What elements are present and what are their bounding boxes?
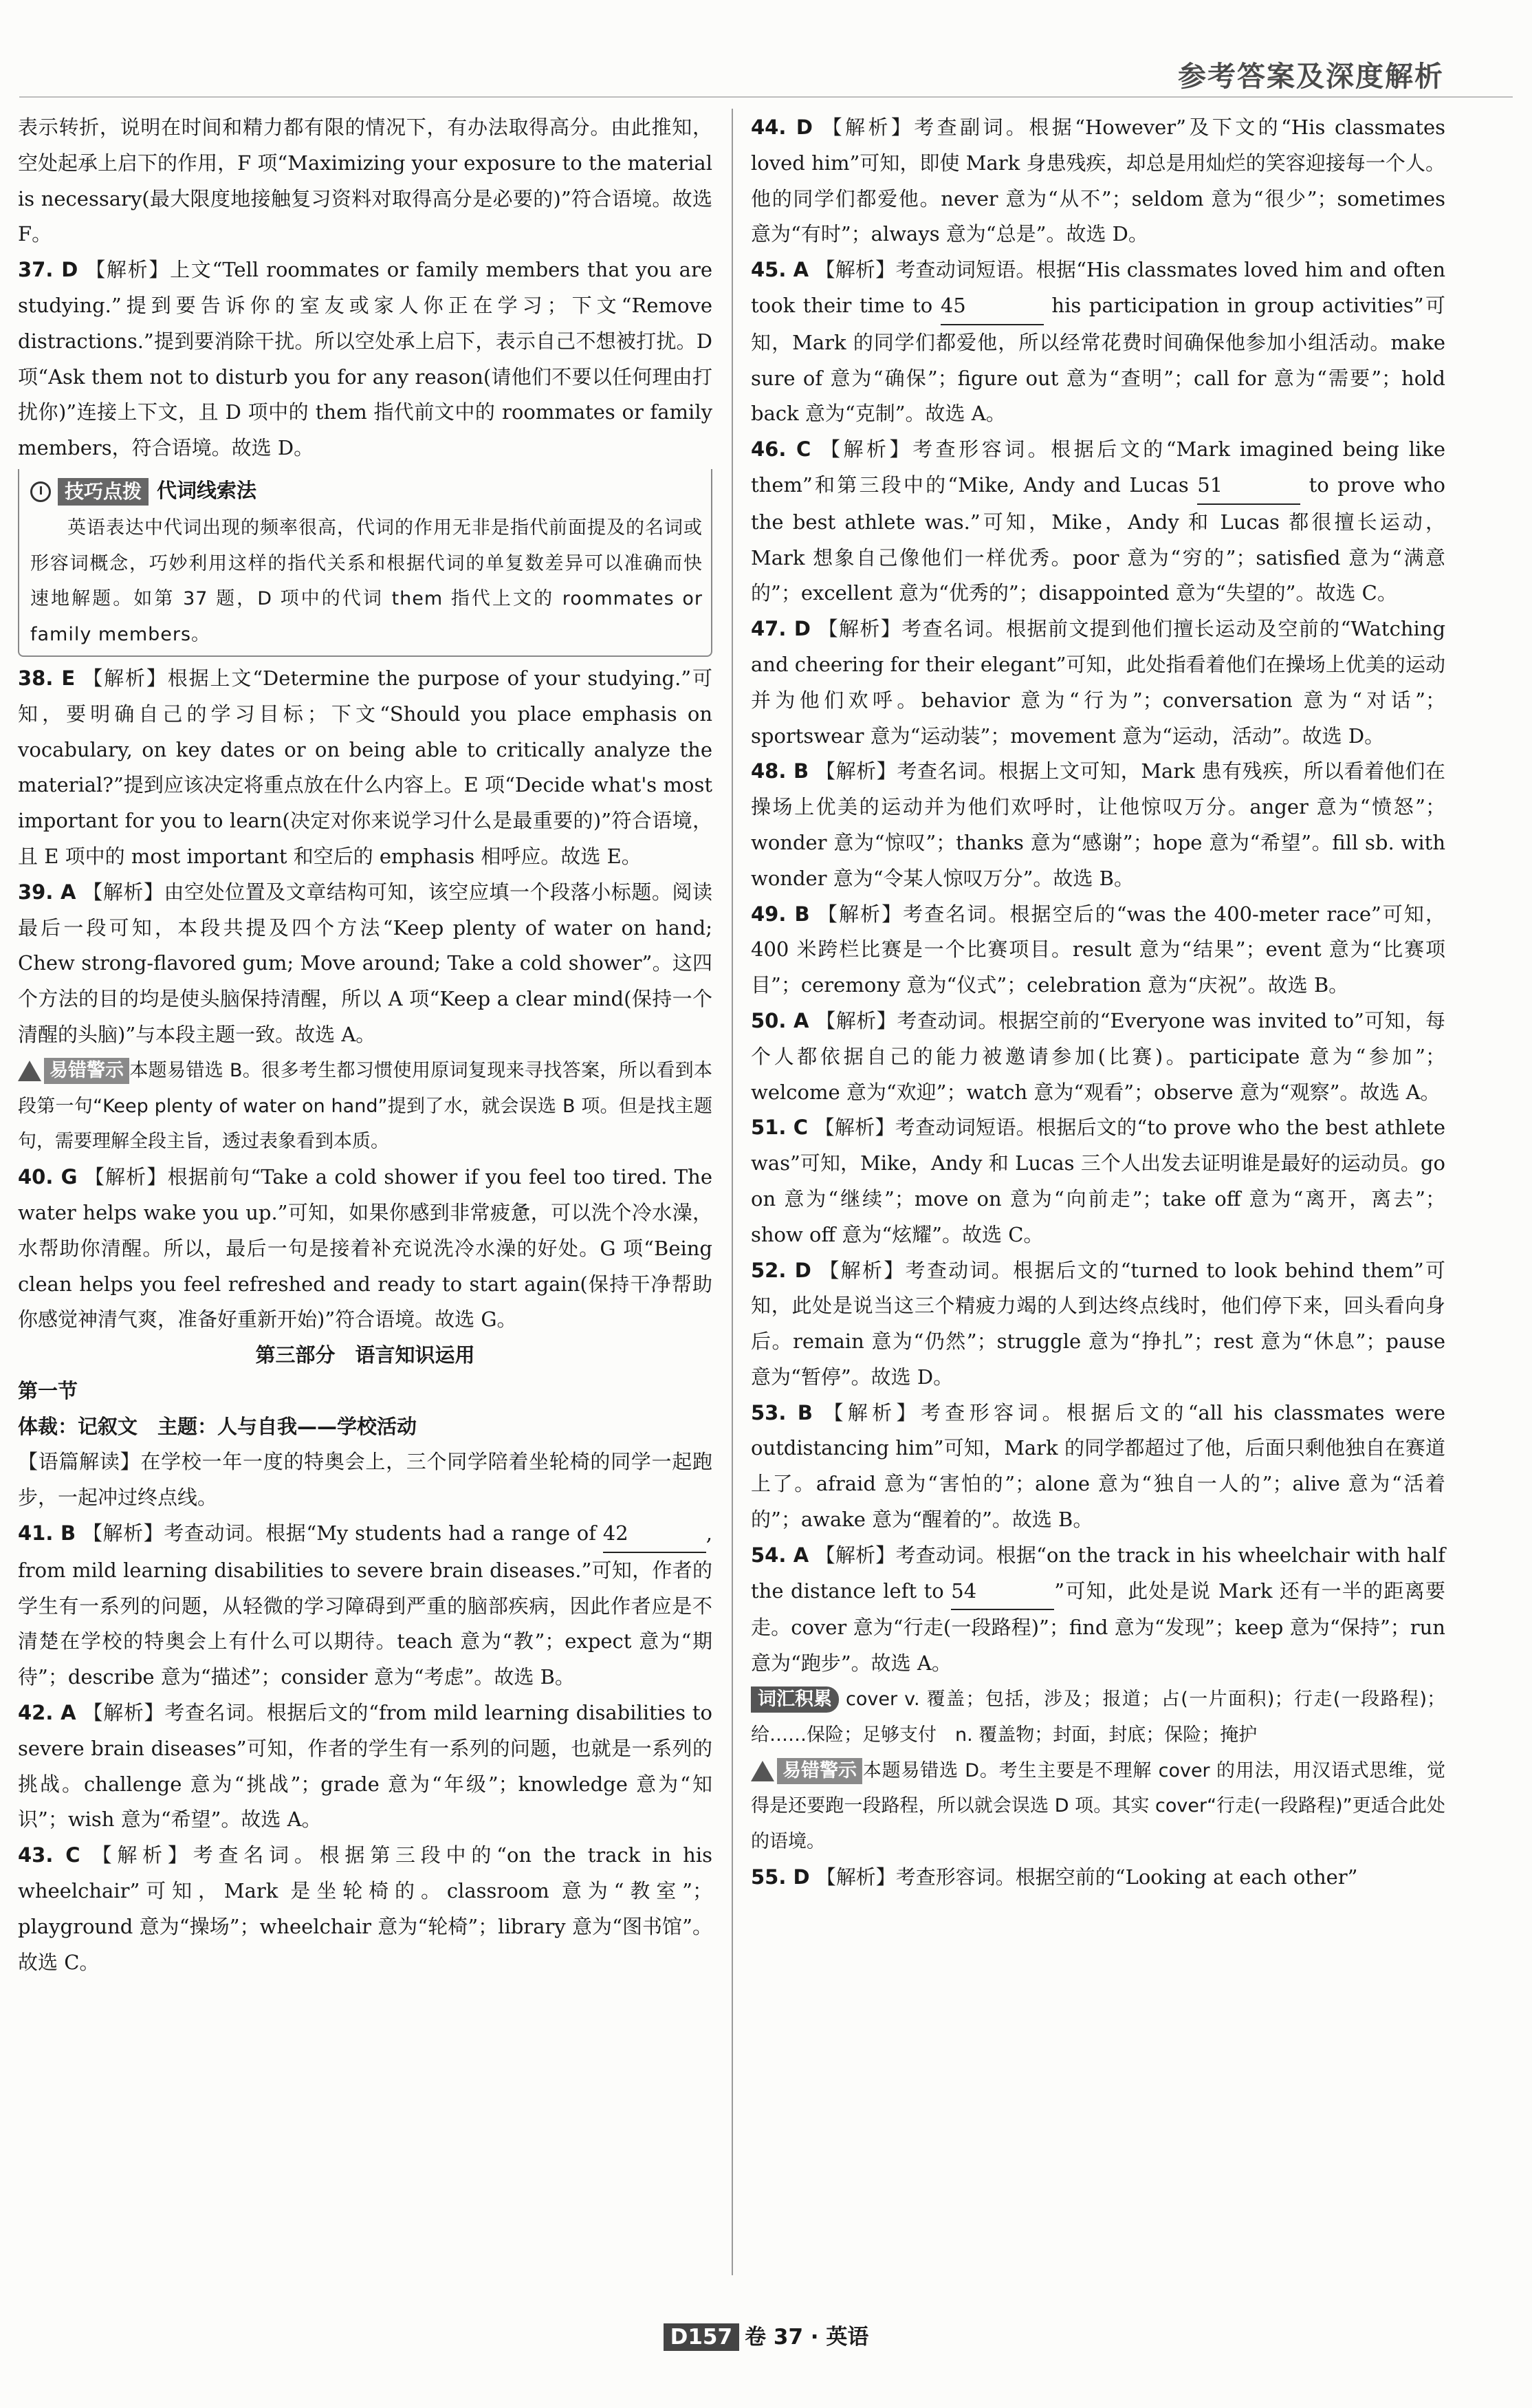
answer-number: 48. B bbox=[751, 759, 809, 783]
header-rule bbox=[19, 96, 1513, 98]
answer-54 bbox=[751, 1538, 1445, 1682]
left-column bbox=[18, 110, 712, 1980]
answer-text: 【解析】考查副词。根据“However”及下文的“His classmates loved him”可知，即使 Mark 身患残疾，却总是用灿烂的笑容迎接每一个人。他的同学们都爱他。never 意为“从不”；seldom 意为“很少”；sometimes 意为“有时”；always 意为“总是”。故选 D。 bbox=[751, 116, 1446, 246]
warning-icon bbox=[751, 1761, 774, 1781]
answer-text: 【解析】考查形容词。根据后文的“all his classmates were outdistancing him”可知，Mark 的同学都超过了他，后面只剩他独自在赛道上了。afraid 意为“害怕的”；alone 意为“独自一人的”；alive 意为“活着的”；awake 意为“醒着的”。故选 B。 bbox=[751, 1400, 1445, 1532]
answer-number: 38. E bbox=[18, 666, 76, 690]
page-footer bbox=[0, 2319, 1532, 2351]
answer-40 bbox=[18, 1160, 712, 1338]
tip-label: 技巧点拨 bbox=[58, 478, 149, 506]
right-column bbox=[751, 110, 1445, 1896]
answer-number: 50. A bbox=[751, 1008, 809, 1032]
answer-43 bbox=[18, 1838, 712, 1980]
tip-header bbox=[30, 473, 256, 509]
answer-text: 【解析】考查名词。根据空后的“was the 400-meter race”可知，400 米跨栏比赛是一个比赛项目。result 意为“结果”；event 意为“比赛项目”；ceremony 意为“仪式”；celebration 意为“庆祝”。故选 B。 bbox=[751, 902, 1445, 997]
blank-54: 54 bbox=[951, 1574, 1054, 1611]
warning-text: 本题易错选 B。很多考生都习惯使用原词复现来寻找答案，所以看到本段第一句“Keep plenty of water on hand”提到了水，就会误选 B 项。但是找主题句，需要理解全段主旨，透过表象看到本质。 bbox=[18, 1059, 712, 1153]
warning-text: 本题易错选 D。考生主要是不理解 cover 的用法，用汉语式思维，觉得是还要跑一段路程，所以就会误选 D 项。其实 cover“行走(一段路程)”更适合此处的语境。 bbox=[751, 1759, 1445, 1853]
footer-text: 卷 37 · 英语 bbox=[745, 2325, 869, 2350]
answer-45 bbox=[751, 252, 1445, 432]
answer-number: 55. D bbox=[751, 1865, 810, 1889]
answer-text-pre: 【解析】考查形容词。根据后文的“Mark imagined being like them”和第三段中的“Mike, Andy and Lucas bbox=[751, 437, 1446, 497]
answer-text: 【解析】由空处位置及文章结构可知，该空应填一个段落小标题。阅读最后一段可知，本段共提及四个方法“Keep plenty of water on hand; Chew strong-flavored gum; Move around; Take a cold shower”。这四个方法的目的均是使头脑保持清醒，所以 A 项“Keep a clear mind(保持一个清醒的头脑)”与本段主题一致。故选 A。 bbox=[18, 880, 712, 1046]
answer-text: 【解析】考查名词。根据后文的“from mild learning disabilities to severe brain diseases”可知，作者的学生有一系列的问题，也就是一系列的挑战。challenge 意为“挑战”；grade 意为“年级”；knowledge 意为“知识”；wish 意为“希望”。故选 A。 bbox=[18, 1701, 712, 1832]
intro-paragraph: 表示转折，说明在时间和精力都有限的情况下，有办法取得高分。由此推知，空处起承上启下的作用，F 项“Maximizing your exposure to the material is necessary(最大限度地接触复习资料对取得高分是必要的)”符合语境。故选 F。 bbox=[18, 116, 712, 246]
answer-51 bbox=[751, 1110, 1445, 1252]
answer-41 bbox=[18, 1516, 712, 1695]
answer-42 bbox=[18, 1695, 712, 1838]
answer-number: 52. D bbox=[751, 1258, 811, 1282]
answer-text: 【解析】考查动词。根据后文的“turned to look behind them”可知，此处是说当这三个精疲力竭的人到达终点线时，他们停下来，回头看向身后。remain 意为“仍然”；struggle 意为“挣扎”；rest 意为“休息”；pause 意为“暂停”。故选 D。 bbox=[751, 1258, 1446, 1389]
answer-37 bbox=[18, 252, 712, 466]
passage-reading: 【语篇解读】在学校一年一度的特奥会上，三个同学陪着坐轮椅的同学一起跑步，一起冲过终点线。 bbox=[18, 1450, 712, 1510]
answer-number: 47. D bbox=[751, 617, 811, 641]
answer-number: 49. B bbox=[751, 902, 810, 926]
answer-text: 【解析】考查动词。根据空前的“Everyone was invited to”可知，每个人都依据自己的能力被邀请参加(比赛)。participate 意为“参加”；welcome 意为“欢迎”；watch 意为“观看”；observe 意为“观察”。故选 A。 bbox=[751, 1008, 1445, 1104]
answer-53 bbox=[751, 1396, 1445, 1538]
warning-label: 易错警示 bbox=[777, 1758, 862, 1784]
part-title: 第三部分 语言知识运用 bbox=[255, 1343, 475, 1367]
blank-42: 42 bbox=[603, 1516, 706, 1553]
warning-note-2 bbox=[751, 1753, 1445, 1860]
answer-50 bbox=[751, 1004, 1445, 1110]
answer-number: 43. C bbox=[18, 1843, 80, 1867]
answer-text: 【解析】考查形容词。根据空前的“Looking at each other” bbox=[816, 1865, 1358, 1889]
section-title: 第一节 bbox=[18, 1378, 78, 1402]
answer-number: 41. B bbox=[18, 1521, 76, 1545]
answer-text-post: , from mild learning disabilities to severe brain diseases.”可知，作者的学生有一系列的问题，从轻微的学习障碍到严重的脑部疾病，因此作者应是不清楚在学校的特奥会上有什么可以期待。teach 意为“教”；expect 意为“期待”；describe 意为“描述”；consider 意为“考虑”。故选 B。 bbox=[18, 1521, 713, 1689]
answer-49 bbox=[751, 897, 1445, 1004]
tip-title: 代词线索法 bbox=[157, 478, 257, 502]
answer-number: 45. A bbox=[751, 258, 809, 282]
warning-label: 易错警示 bbox=[44, 1058, 129, 1084]
answer-text-post: to prove who the best athlete was.”可知，Mike，Andy 和 Lucas 都很擅长运动，Mark 想象自己像他们一样优秀。poor 意为“穷的”；satisfied 意为“满意的”；excellent 意为“优秀的”；disappointed 意为“失望的”。故选 C。 bbox=[751, 473, 1445, 605]
answer-text: 【解析】考查动词短语。根据后文的“to prove who the best athlete was”可知，Mike，Andy 和 Lucas 三个人出发去证明谁是最好的运动员。go on 意为“继续”；move on 意为“向前走”；take off 意为“离开，离去”；show off 意为“炫耀”。故选 C。 bbox=[751, 1116, 1445, 1246]
answer-text: 【解析】上文“Tell roommates or family members that you are studying.”提到要告诉你的室友或家人你正在学习；下文“Remove distractions.”提到要消除干扰。所以空处承上启下，表示自己不想被打扰。D 项“Ask them not to disturb you for any reason(请他们不要以任何理由打扰你)”连接上下文，且 D 项中的 them 指代前文中的 roommates or family members，符合语境。故选 D。 bbox=[18, 258, 712, 460]
page-code: D157 bbox=[664, 2323, 739, 2351]
clock-icon bbox=[30, 481, 51, 502]
column-divider bbox=[732, 109, 733, 2275]
answer-text: 【解析】考查名词。根据第三段中的“on the track in his wheelchair”可知，Mark 是坐轮椅的。classroom 意为“教室”；playground 意为“操场”；wheelchair 意为“轮椅”；library 意为“图书馆”。故选 C。 bbox=[18, 1843, 712, 1974]
answer-52 bbox=[751, 1253, 1445, 1396]
answer-text-post: ”可知，此处是说 Mark 还有一半的距离要走。cover 意为“行走(一段路程)”；find 意为“发现”；keep 意为“保持”；run 意为“跑步”。故选 A。 bbox=[751, 1579, 1445, 1675]
answer-text: 【解析】考查名词。根据前文提到他们擅长运动及空前的“Watching and cheering for their elegant”可知，此处指看着他们在操场上优美的运动并为他们欢呼。behavior 意为“行为”；conversation 意为“对话”；sportswear 意为“运动装”；movement 意为“运动，活动”。故选 D。 bbox=[751, 617, 1446, 748]
answer-44 bbox=[751, 110, 1445, 252]
blank-45: 45 bbox=[941, 288, 1044, 325]
header-title: 参考答案及深度解析 bbox=[1178, 60, 1444, 93]
vocab-note bbox=[751, 1682, 1445, 1753]
warning-icon bbox=[18, 1061, 41, 1081]
answer-48 bbox=[751, 754, 1445, 896]
answer-text: 【解析】根据前句“Take a cold shower if you feel too tired. The water helps wake you up.”可知，如果你感到非常疲惫，可以洗个冷水澡，水帮助你清醒。所以，最后一句是接着补充说洗冷水澡的好处。G 项“Being clean helps you feel refreshed and ready to start again(保持干净帮助你感觉神清气爽，准备好重新开始)”符合语境。故选 G。 bbox=[18, 1165, 712, 1332]
answer-number: 51. C bbox=[751, 1116, 809, 1140]
blank-51: 51 bbox=[1197, 468, 1300, 505]
answer-text-pre: 【解析】考查动词短语。根据“His classmates loved him and often took their time to bbox=[751, 258, 1445, 317]
answer-text: 【解析】根据上文“Determine the purpose of your studying.”可知，要明确自己的学习目标；下文“Should you place emphasis on vocabulary, on key dates or on being able to critically analyze the material?”提到应该决定将重点放在什么内容上。E 项“Decide what's most important for you to learn(决定对你来说学习什么是最重要的)”符合语境，且 E 项中的 most important 和空后的 emphasis 相呼应。故选 E。 bbox=[18, 666, 713, 868]
vocab-text: cover v. 覆盖；包括，涉及；报道；占(一片面积)；行走(一段路程)；给……保险；足够支付 n. 覆盖物；封面，封底；保险；掩护 bbox=[751, 1689, 1445, 1746]
answer-text: 【解析】考查名词。根据上文可知，Mark 患有残疾，所以看着他们在操场上优美的运动并为他们欢呼时，让他惊叹万分。anger 意为“愤怒”；wonder 意为“惊叹”；thanks 意为“感谢”；hope 意为“希望”。fill sb. with wonder 意为“令某人惊叹万分”。故选 B。 bbox=[751, 759, 1446, 890]
answer-text-pre: 【解析】考查动词。根据“My students had a range of bbox=[82, 1521, 603, 1545]
answer-38 bbox=[18, 661, 712, 875]
answer-number: 44. D bbox=[751, 116, 813, 139]
vocab-label: 词汇积累 bbox=[751, 1686, 839, 1713]
answer-number: 46. C bbox=[751, 437, 811, 462]
warning-note-1 bbox=[18, 1053, 712, 1160]
answer-46 bbox=[751, 432, 1445, 611]
tip-box bbox=[18, 469, 712, 657]
answer-39 bbox=[18, 875, 712, 1053]
answer-number: 37. D bbox=[18, 258, 78, 282]
answer-number: 40. G bbox=[18, 1165, 78, 1189]
answer-number: 53. B bbox=[751, 1400, 813, 1424]
answer-47 bbox=[751, 611, 1445, 754]
answer-55 bbox=[751, 1860, 1445, 1896]
answer-text-post: his participation in group activities”可知，Mark 的同学们都爱他，所以经常花费时间确保他参加小组活动。make sure of 意为“确保”；figure out 意为“查明”；call for 意为“需要”；hold back 意为“克制”。故选 A。 bbox=[751, 293, 1445, 426]
answer-text-pre: 【解析】考查动词。根据“on the track in his wheelchair with half the distance left to bbox=[751, 1543, 1445, 1603]
answer-number: 54. A bbox=[751, 1543, 809, 1567]
answer-number: 42. A bbox=[18, 1701, 76, 1725]
genre-theme: 体裁：记叙文 主题：人与自我——学校活动 bbox=[18, 1414, 417, 1438]
tip-text: 英语表达中代词出现的频率很高，代词的作用无非是指代前面提及的名词或形容词概念，巧妙利用这样的指代关系和根据代词的单复数差异可以准确而快速地解题。如第 37 题，D 项中的代词 them 指代上文的 roommates or family members。 bbox=[30, 517, 703, 646]
answer-number: 39. A bbox=[18, 880, 76, 904]
